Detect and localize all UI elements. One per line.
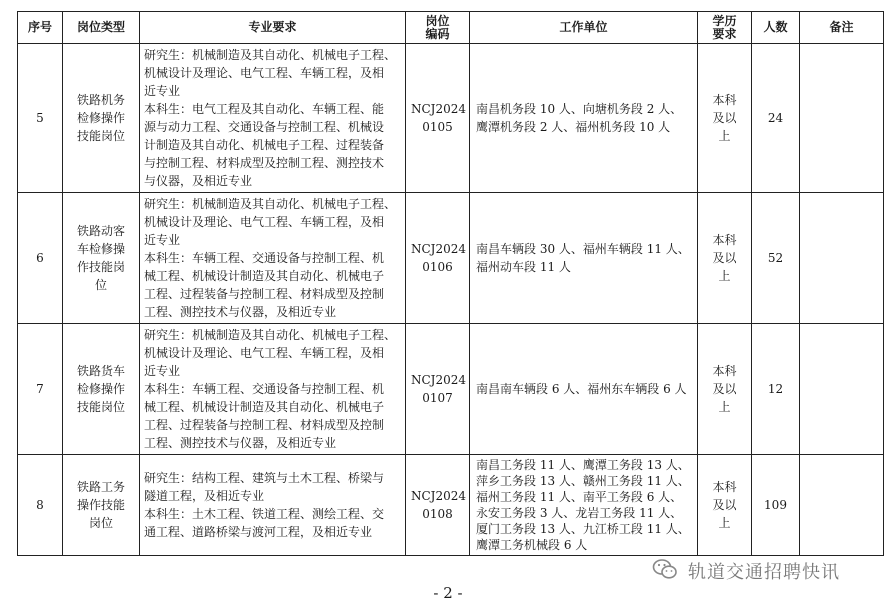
header-units: 工作单位 bbox=[470, 12, 698, 44]
row-note bbox=[800, 193, 884, 324]
header-note: 备注 bbox=[800, 12, 884, 44]
table-row bbox=[18, 193, 884, 324]
row-code: NCJ2024 0106 bbox=[406, 193, 470, 324]
row-note bbox=[800, 455, 884, 556]
units-text: 南昌南车辆段 6 人、福州东车辆段 6 人 bbox=[476, 382, 687, 396]
row-no: 8 bbox=[18, 455, 63, 556]
header-major: 专业要求 bbox=[140, 12, 406, 44]
row-position: 铁路工务 操作技能 岗位 bbox=[63, 455, 140, 556]
row-position: 铁路机务 检修操作 技能岗位 bbox=[63, 44, 140, 193]
row-education: 本科 及以 上 bbox=[698, 193, 752, 324]
table-header-row bbox=[18, 12, 884, 44]
row-count: 12 bbox=[752, 324, 800, 455]
units-text: 南昌机务段 10 人、向塘机务段 2 人、 鹰潭机务段 2 人、福州机务段 10 人 bbox=[476, 102, 683, 134]
row-major bbox=[140, 324, 406, 455]
row-major bbox=[140, 455, 406, 556]
row-code: NCJ2024 0105 bbox=[406, 44, 470, 193]
row-education: 本科 及以 上 bbox=[698, 44, 752, 193]
units-text: 南昌工务段 11 人、鹰潭工务段 13 人、 萍乡工务段 13 人、赣州工务段 11 人、 福州工务段 11 人、南平工务段 6 人、 永安工务段 3 人、龙岩工务段 11 人、 厦门工务段 13 人、九江桥工段 11 人、 鹰潭工务机械段 6 人 bbox=[476, 458, 690, 552]
row-code: NCJ2024 0108 bbox=[406, 455, 470, 556]
recruitment-table bbox=[17, 11, 884, 556]
table-row bbox=[18, 455, 884, 556]
row-units bbox=[470, 455, 698, 556]
table-row bbox=[18, 44, 884, 193]
row-no: 5 bbox=[18, 44, 63, 193]
row-no: 6 bbox=[18, 193, 63, 324]
row-units bbox=[470, 324, 698, 455]
row-note bbox=[800, 44, 884, 193]
row-no: 7 bbox=[18, 324, 63, 455]
row-note bbox=[800, 324, 884, 455]
row-major bbox=[140, 193, 406, 324]
header-count: 人数 bbox=[752, 12, 800, 44]
units-text: 南昌车辆段 30 人、福州车辆段 11 人、 福州动车段 11 人 bbox=[476, 242, 690, 274]
watermark-text: 轨道交通招聘快讯 bbox=[688, 562, 840, 583]
row-count: 109 bbox=[752, 455, 800, 556]
header-code: 岗位 编码 bbox=[406, 12, 470, 44]
row-education: 本科 及以 上 bbox=[698, 324, 752, 455]
row-major bbox=[140, 44, 406, 193]
row-position: 铁路动客 车检修操 作技能岗 位 bbox=[63, 193, 140, 324]
header-position-type: 岗位类型 bbox=[63, 12, 140, 44]
row-units bbox=[470, 44, 698, 193]
row-code: NCJ2024 0107 bbox=[406, 324, 470, 455]
major-text: 研究生：机械制造及其自动化、机械电子工程、 机械设计及理论、电气工程、车辆工程，及相 近专业 本科生：车辆工程、交通设备与控制工程、机 械工程、机械设计制造及其自动化、机械电子 工程、过程装备与控制工程、材料成型及控制 工程、测控技术与仪器，及相近专业 bbox=[144, 197, 397, 319]
header-no: 序号 bbox=[18, 12, 63, 44]
row-count: 52 bbox=[752, 193, 800, 324]
header-education: 学历 要求 bbox=[698, 12, 752, 44]
major-text: 研究生：机械制造及其自动化、机械电子工程、 机械设计及理论、电气工程、车辆工程，及相 近专业 本科生：车辆工程、交通设备与控制工程、机 械工程、机械设计制造及其自动化、机械电子 工程、过程装备与控制工程、材料成型及控制 工程、测控技术与仪器，及相近专业 bbox=[144, 328, 397, 450]
row-position: 铁路货车 检修操作 技能岗位 bbox=[63, 324, 140, 455]
row-count: 24 bbox=[752, 44, 800, 193]
table-row bbox=[18, 324, 884, 455]
page-number: - 2 - bbox=[433, 584, 463, 602]
major-text: 研究生：机械制造及其自动化、机械电子工程、 机械设计及理论、电气工程、车辆工程，及相 近专业 本科生：电气工程及其自动化、车辆工程、能 源与动力工程、交通设备与控制工程、机械设 计制造及其自动化、机械电子工程、过程装备 与控制工程、材料成型及控制工程、测控技术 与仪器，及相近专业 bbox=[144, 48, 397, 188]
major-text: 研究生：结构工程、建筑与土木工程、桥梁与 隧道工程，及相近专业 本科生：土木工程、铁道工程、测绘工程、交 通工程、道路桥梁与渡河工程，及相近专业 bbox=[144, 471, 385, 539]
row-units bbox=[470, 193, 698, 324]
row-education: 本科 及以 上 bbox=[698, 455, 752, 556]
wechat-logo-icon bbox=[652, 556, 678, 582]
